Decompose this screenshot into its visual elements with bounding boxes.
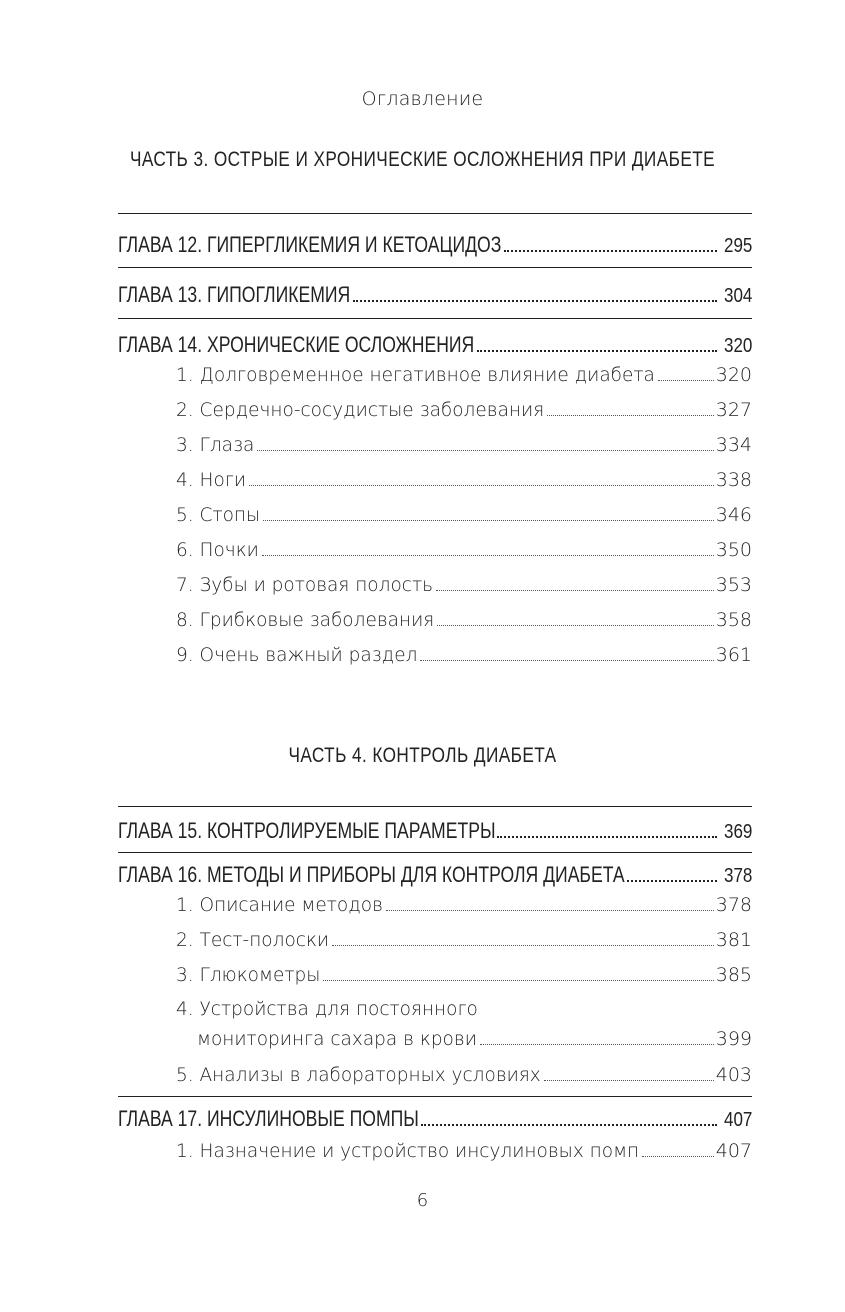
- chapter-page: 369: [723, 821, 752, 843]
- section-page: 407: [715, 1140, 752, 1162]
- divider: [118, 318, 752, 319]
- section-page: 350: [715, 539, 752, 561]
- toc-chapter-17[interactable]: [118, 1106, 752, 1132]
- chapter-page: 378: [723, 865, 752, 887]
- toc-section[interactable]: [176, 929, 752, 951]
- toc-section[interactable]: [176, 999, 752, 1050]
- chapter-title: ГЛАВА 13. ГИПОГЛИКЕМИЯ: [118, 282, 351, 307]
- section-page: 353: [715, 574, 752, 596]
- chapter-title: ГЛАВА 12. ГИПЕРГЛИКЕМИЯ И КЕТОАЦИДОЗ: [118, 232, 502, 257]
- section-title: 9. Очень важный раздел: [176, 645, 418, 666]
- page-number: 6: [416, 1190, 429, 1211]
- section-page: 327: [715, 399, 752, 421]
- toc-section[interactable]: [176, 434, 752, 456]
- chapter-page: 304: [723, 285, 752, 307]
- toc-section[interactable]: [176, 364, 752, 386]
- dot-leader: [436, 590, 714, 591]
- section-title: 1. Описание методов: [176, 895, 383, 916]
- dot-leader: [332, 945, 714, 946]
- section-page: 381: [715, 929, 752, 951]
- toc-section[interactable]: [176, 469, 752, 491]
- part-4-title: ЧАСТЬ 4. КОНТРОЛЬ ДИАБЕТА: [288, 744, 557, 767]
- chapter-page: 320: [723, 335, 752, 357]
- divider: [118, 213, 752, 214]
- chapter-title: ГЛАВА 16. МЕТОДЫ И ПРИБОРЫ ДЛЯ КОНТРОЛЯ ДИАБЕТА: [118, 862, 625, 887]
- section-page: 403: [715, 1064, 752, 1086]
- dot-leader: [262, 555, 714, 556]
- section-page: 358: [715, 609, 752, 631]
- section-page: 338: [715, 469, 752, 491]
- dot-leader: [497, 836, 716, 838]
- section-page: 334: [715, 434, 752, 456]
- toc-section[interactable]: [176, 1140, 752, 1162]
- toc-chapter-15[interactable]: [118, 818, 752, 844]
- dot-leader: [263, 520, 714, 521]
- toc-section[interactable]: [176, 644, 752, 666]
- dot-leader: [353, 300, 717, 302]
- section-title: 2. Сердечно-сосудистые заболевания: [176, 400, 545, 421]
- dot-leader: [642, 1156, 714, 1157]
- chapter-title: ГЛАВА 14. ХРОНИЧЕСКИЕ ОСЛОЖНЕНИЯ: [118, 332, 475, 357]
- section-page: 399: [715, 1028, 752, 1050]
- toc-chapter-13[interactable]: [118, 282, 752, 308]
- section-title: 3. Глюкометры: [176, 965, 321, 986]
- section-title-line-1: 4. Устройства для постоянного: [176, 999, 478, 1020]
- toc-section[interactable]: [176, 539, 752, 561]
- divider: [118, 806, 752, 807]
- section-title: 6. Почки: [176, 540, 259, 561]
- section-title: 1. Назначение и устройство инсулиновых помп: [176, 1141, 640, 1162]
- section-title: 5. Стопы: [176, 505, 261, 526]
- dot-leader: [420, 660, 713, 661]
- section-page: 361: [715, 644, 752, 666]
- dot-leader: [627, 880, 717, 882]
- toc-section[interactable]: [176, 964, 752, 986]
- toc-section[interactable]: [176, 1064, 752, 1086]
- section-title: 8. Грибковые заболевания: [176, 610, 435, 631]
- section-page: 346: [715, 504, 752, 526]
- section-page: 378: [715, 894, 752, 916]
- section-page: 385: [715, 964, 752, 986]
- toc-section[interactable]: [176, 399, 752, 421]
- dot-leader: [249, 485, 714, 486]
- section-title: 2. Тест-полоски: [176, 930, 330, 951]
- section-page: 320: [715, 364, 752, 386]
- part-3-title: ЧАСТЬ 3. ОСТРЫЕ И ХРОНИЧЕСКИЕ ОСЛОЖНЕНИЯ ПРИ ДИАБЕТЕ: [129, 148, 716, 171]
- chapter-page: 407: [723, 1109, 752, 1131]
- dot-leader: [386, 910, 714, 911]
- dot-leader: [504, 250, 717, 252]
- section-title: 7. Зубы и ротовая полость: [176, 575, 433, 596]
- section-title-line-2: мониторинга сахара в крови: [197, 1029, 477, 1050]
- section-title: 5. Анализы в лабораторных условиях: [176, 1065, 541, 1086]
- dot-leader: [421, 1124, 717, 1126]
- page-title: Оглавление: [361, 88, 484, 110]
- toc-section[interactable]: [176, 504, 752, 526]
- section-title: 4. Ноги: [176, 470, 247, 491]
- toc-chapter-12[interactable]: [118, 232, 752, 258]
- divider: [118, 267, 752, 268]
- toc-chapter-14[interactable]: [118, 332, 752, 358]
- dot-leader: [257, 450, 713, 451]
- toc-chapter-16[interactable]: [118, 862, 752, 888]
- toc-section[interactable]: [176, 574, 752, 596]
- dot-leader: [658, 380, 714, 381]
- chapter-title: ГЛАВА 17. ИНСУЛИНОВЫЕ ПОМПЫ: [118, 1106, 419, 1131]
- dot-leader: [437, 625, 714, 626]
- divider: [118, 1096, 752, 1097]
- toc-section[interactable]: [176, 894, 752, 916]
- chapter-page: 295: [723, 235, 752, 257]
- dot-leader: [323, 980, 713, 981]
- dot-leader: [544, 1080, 714, 1081]
- dot-leader: [480, 1044, 714, 1045]
- section-title: 3. Глаза: [176, 435, 255, 456]
- chapter-title: ГЛАВА 15. КОНТРОЛИРУЕМЫЕ ПАРАМЕТРЫ: [118, 818, 496, 843]
- dot-leader: [547, 415, 714, 416]
- toc-section[interactable]: [176, 609, 752, 631]
- divider: [118, 852, 752, 853]
- dot-leader: [477, 350, 717, 352]
- section-title: 1. Долговременное негативное влияние диабета: [176, 365, 655, 386]
